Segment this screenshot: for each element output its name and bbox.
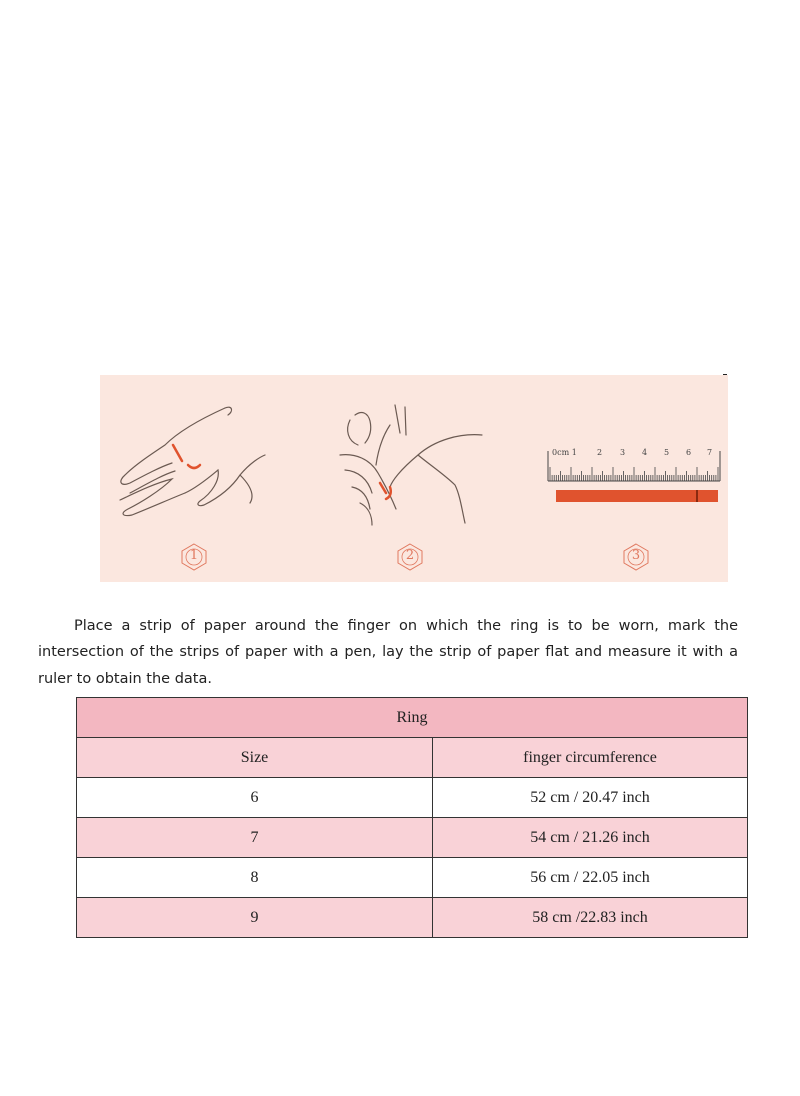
ruler-label: 4	[642, 448, 648, 457]
table-row	[77, 778, 748, 818]
step-3-badge	[622, 543, 650, 571]
size-cell: 8	[77, 858, 433, 898]
step-number: 2	[405, 548, 415, 563]
table-row	[77, 818, 748, 858]
instruction-paragraph: Place a strip of paper around the finger on which the ring is to be worn, mark the intersection of the strips of paper with a pen, lay the strip of paper flat and measure it with a ruler to obtain the data.	[38, 617, 738, 687]
ruler-label: 6	[686, 448, 692, 457]
circumference-cell: 58 cm /22.83 inch	[433, 898, 748, 938]
step-number: 3	[631, 548, 641, 563]
size-cell: 9	[77, 898, 433, 938]
size-cell: 6	[77, 778, 433, 818]
hands-with-pen-icon	[340, 405, 482, 525]
paper-strip-icon	[556, 490, 718, 502]
strip-mark-icon	[696, 490, 698, 502]
size-cell: 7	[77, 818, 433, 858]
ring-size-table	[76, 697, 748, 938]
table-title: Ring	[77, 698, 748, 738]
table-row	[77, 898, 748, 938]
ruler-label: 0cm 1	[552, 448, 577, 457]
circumference-cell: 56 cm / 22.05 inch	[433, 858, 748, 898]
hand-with-marked-finger-icon	[120, 407, 265, 515]
ruler-ticks	[550, 467, 718, 481]
header-circumference: finger circumference	[433, 738, 748, 778]
table-header-row	[77, 738, 748, 778]
red-mark-icon	[173, 445, 200, 468]
ruler-label: 7	[707, 448, 713, 457]
step-number: 1	[189, 548, 199, 563]
ruler-label: 5	[664, 448, 670, 457]
measurement-illustration	[100, 375, 728, 582]
header-size: Size	[77, 738, 433, 778]
step-2-badge	[396, 543, 424, 571]
ruler-label: 2	[597, 448, 603, 457]
circumference-cell: 54 cm / 21.26 inch	[433, 818, 748, 858]
ruler-label: 3	[620, 448, 626, 457]
table-row	[77, 858, 748, 898]
step-1-badge	[180, 543, 208, 571]
table-title-row	[77, 698, 748, 738]
circumference-cell: 52 cm / 20.47 inch	[433, 778, 748, 818]
